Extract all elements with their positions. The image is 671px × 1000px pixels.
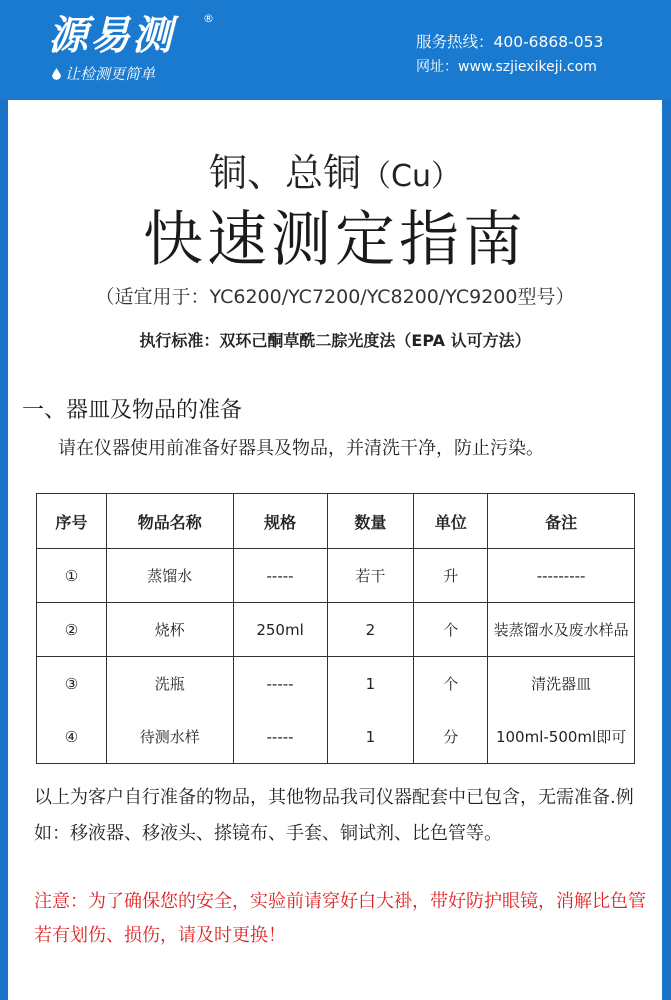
cell-item: 蒸馏水 [106, 549, 233, 603]
cell-spec: ----- [233, 657, 327, 711]
table-row [37, 549, 635, 603]
cell-spec: 250ml [233, 603, 327, 657]
cell-index: ① [37, 549, 107, 603]
col-header-spec: 规格 [233, 494, 327, 549]
brand-slogan [52, 64, 155, 84]
col-header-remark: 备注 [488, 494, 635, 549]
slogan-text: 让检测更简单 [65, 65, 156, 83]
cell-unit: 个 [414, 603, 488, 657]
table-row [37, 603, 635, 657]
applicable-models: （适宜用于：YC6200/YC7200/YC8200/YC9200型号） [95, 286, 575, 308]
title-element [8, 150, 662, 200]
col-header-unit: 单位 [414, 494, 488, 549]
cell-index: ③ [37, 657, 107, 711]
cell-item: 烧杯 [106, 603, 233, 657]
cell-quantity: 2 [327, 603, 414, 657]
items-table [36, 493, 635, 764]
execution-standard: 执行标准：双环己酮草酰二腙光度法（EPA 认可方法） [139, 331, 531, 350]
cell-remark: --------- [488, 549, 635, 603]
service-hotline: 服务热线：400-6868-053 [416, 33, 604, 51]
col-header-item: 物品名称 [106, 494, 233, 549]
cell-spec: ----- [233, 549, 327, 603]
title-formula: （Cu） [361, 159, 461, 194]
cell-remark: 清洗器皿 [488, 657, 635, 711]
table-row [37, 710, 635, 764]
cell-item: 待测水样 [106, 710, 233, 764]
safety-warning: 注意：为了确保您的安全，实验前请穿好白大褂，带好防护眼镜，消解比色管若有划伤、损伤，请及时更换！ [34, 891, 646, 946]
section-heading: 一、器皿及物品的准备 [22, 398, 243, 423]
cell-unit: 个 [414, 657, 488, 711]
table-row [37, 657, 635, 711]
cell-quantity: 若干 [327, 549, 414, 603]
title-element-name: 铜、总铜 [209, 151, 362, 195]
col-header-index: 序号 [37, 494, 107, 549]
col-header-quantity: 数量 [327, 494, 414, 549]
website-link[interactable]: 网址：www.szjiexikeji.com [416, 59, 597, 75]
cell-unit: 分 [414, 710, 488, 764]
guide-card [8, 100, 662, 1000]
cell-quantity: 1 [327, 657, 414, 711]
section-description: 请在仪器使用前准备好器具及物品，并清洗干净，防止污染。 [58, 438, 544, 459]
cell-quantity: 1 [327, 710, 414, 764]
cell-unit: 升 [414, 549, 488, 603]
cell-item: 洗瓶 [106, 657, 233, 711]
cell-index: ② [37, 603, 107, 657]
page-title: 快速测定指南 [143, 205, 527, 275]
brand-logo: 源易测 [48, 13, 174, 59]
cell-index: ④ [37, 710, 107, 764]
table-header-row [37, 494, 635, 549]
header-banner [0, 0, 671, 100]
water-drop-icon [52, 68, 61, 80]
cell-remark: 装蒸馏水及废水样品 [488, 603, 635, 657]
cell-spec: ----- [233, 710, 327, 764]
cell-remark: 100ml-500ml即可 [488, 710, 635, 764]
registered-mark: ® [203, 12, 214, 25]
preparation-note: 以上为客户自行准备的物品，其他物品我司仪器配套中已包含，无需准备.例如：移液器、移液头、搽镜布、手套、铜试剂、比色管等。 [34, 787, 634, 844]
